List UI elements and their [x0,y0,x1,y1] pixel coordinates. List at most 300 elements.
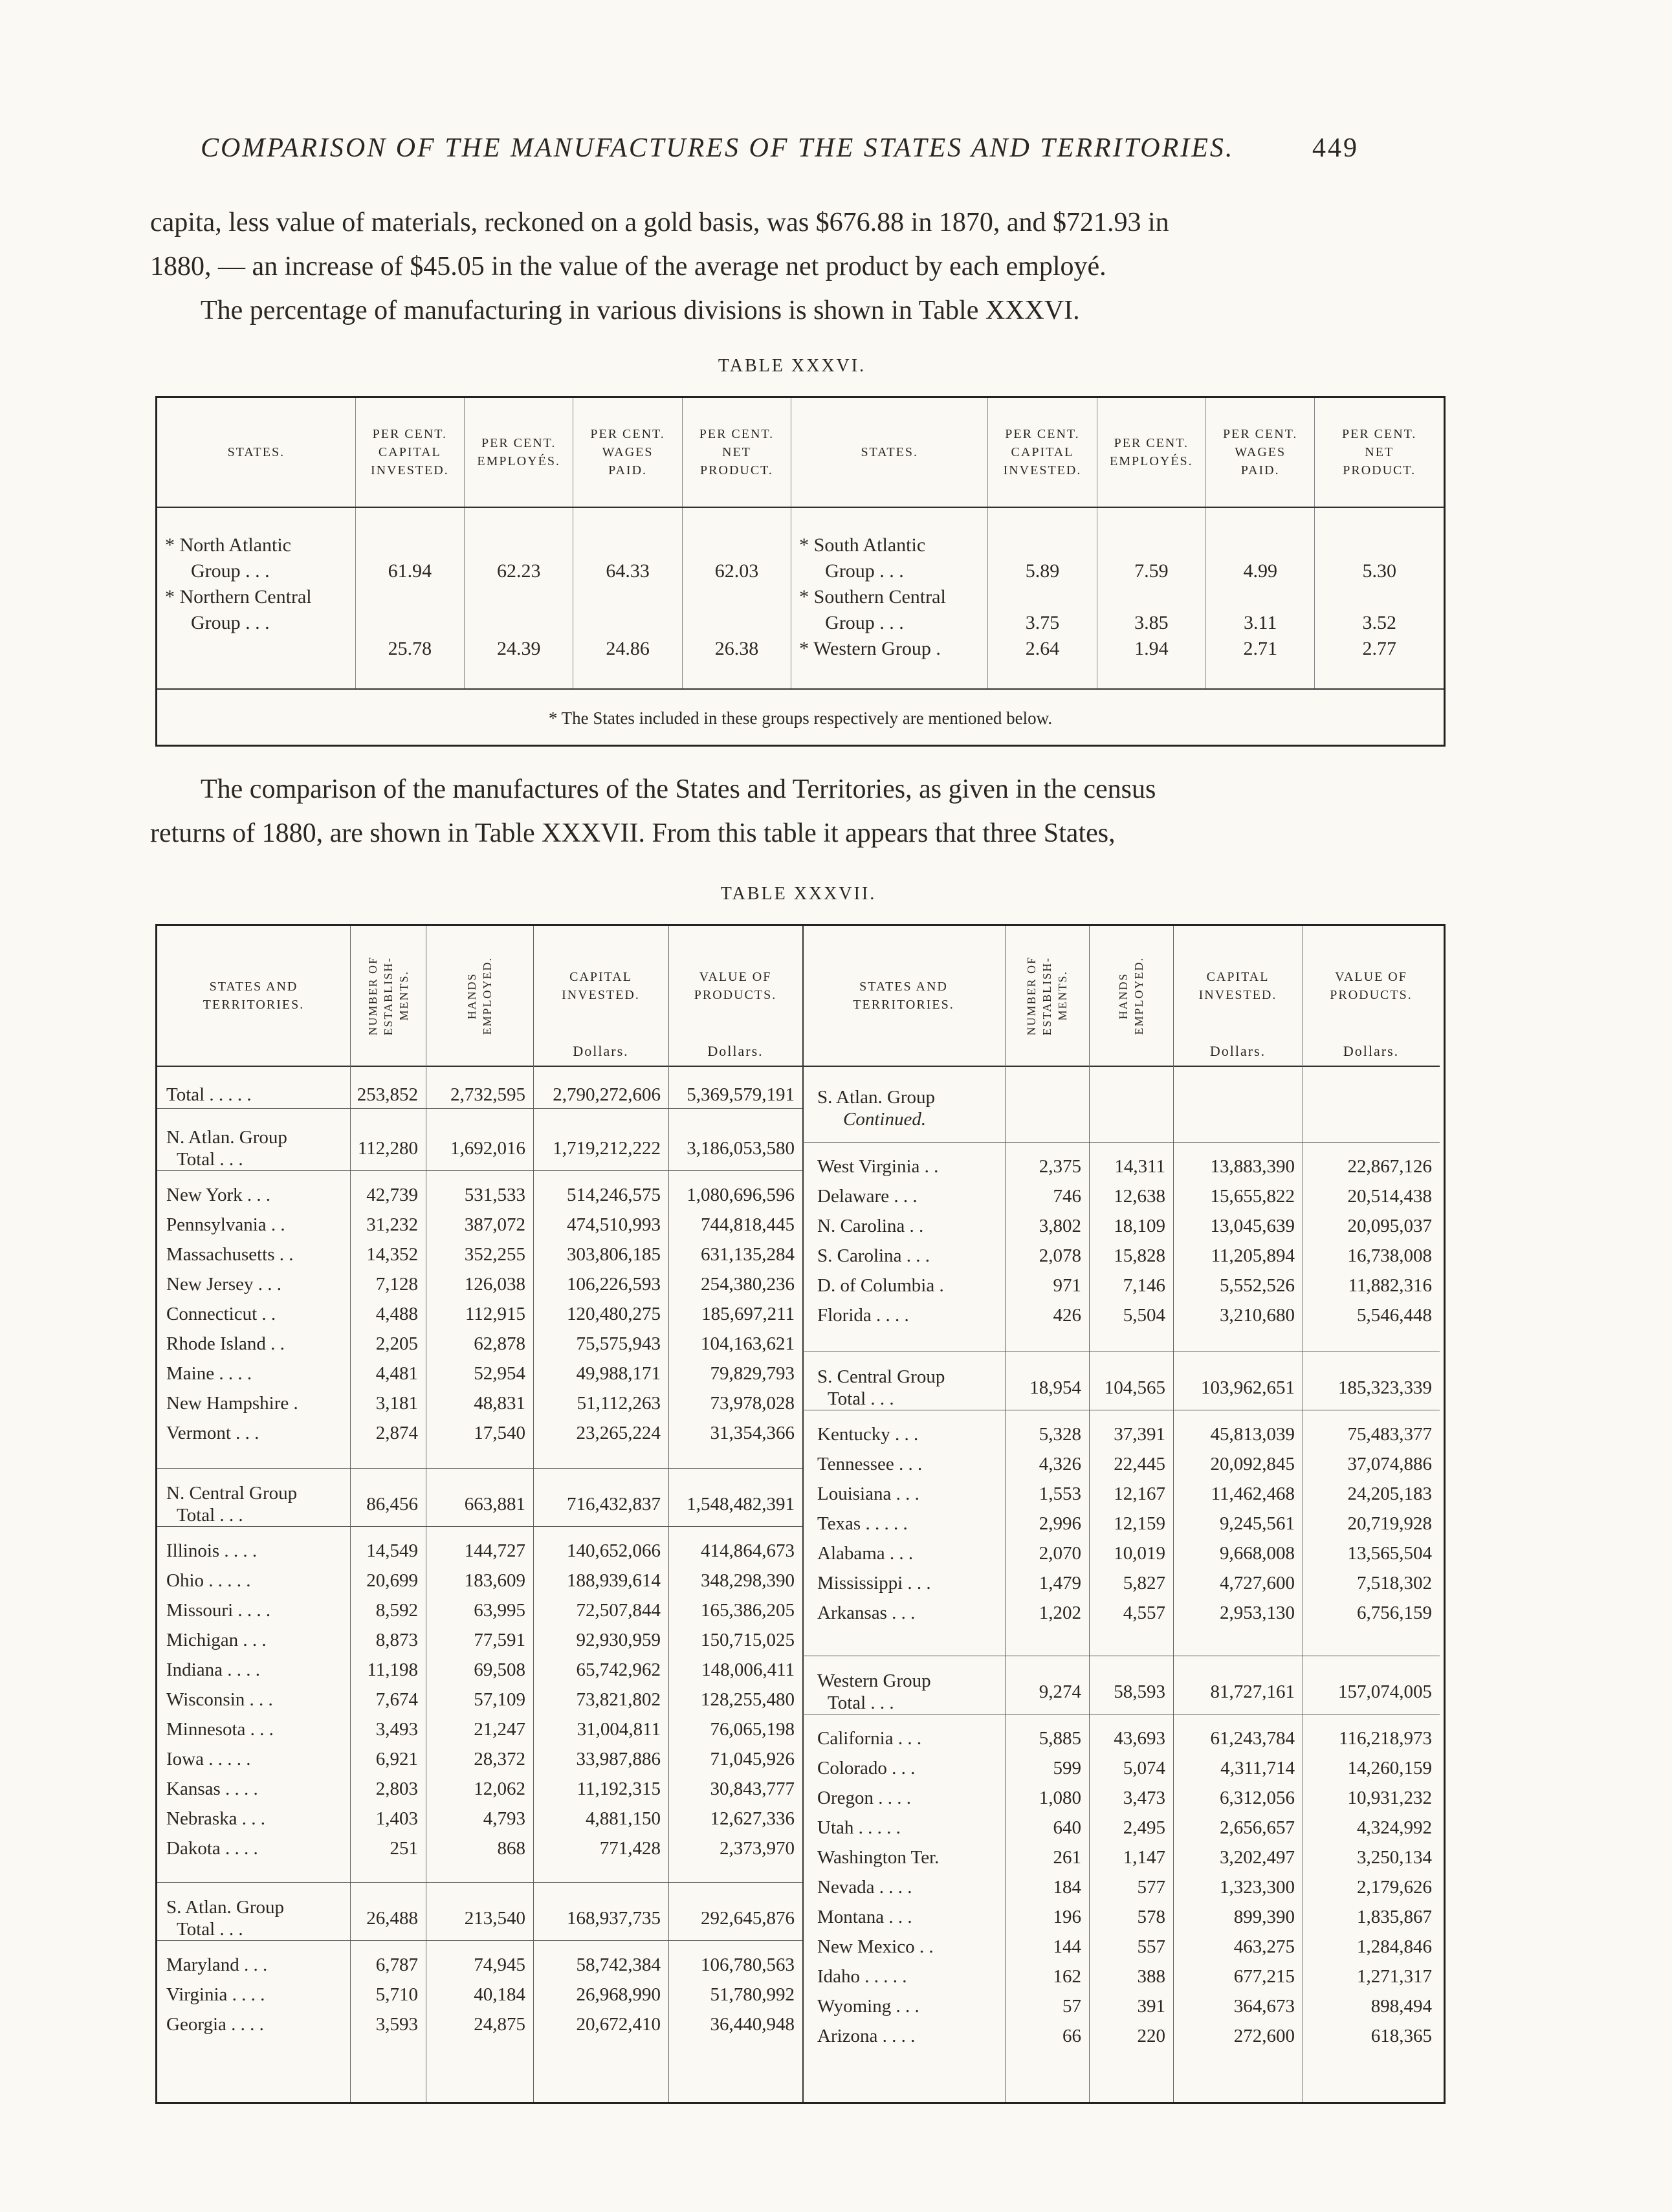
t37-right-row-cell: 81,727,161 [1210,1681,1295,1702]
t37-left-row-cell: 6,787 [375,1955,418,1975]
t37-left-row-name: Indiana . . . . [166,1659,260,1680]
t37-left-row-cell: 2,874 [375,1423,418,1443]
t37-right-row-name: Delaware . . . [817,1186,918,1207]
t37-right-row-name: Idaho . . . . . [817,1966,907,1987]
t37-left-row-cell: 4,881,150 [586,1808,661,1829]
t36-header-employes-right: PER CENT. EMPLOYÉS. [1097,398,1205,507]
t37-right-row-name: Louisiana . . . [817,1484,919,1504]
row-separator [157,1468,802,1469]
t37-left-row-cell: 65,742,962 [576,1659,661,1680]
t37-left-row-cell: 26,968,990 [576,1984,661,2005]
row-separator [157,1940,802,1941]
t37-left-row-cell: 11,198 [367,1659,418,1680]
t37-right-row-cell: 3,210,680 [1220,1305,1295,1326]
t37-left-row-name: Connecticut . . [166,1304,276,1324]
t37-right-row-cell: 184 [1053,1877,1081,1898]
t37-right-row-cell: 1,080 [1039,1788,1081,1808]
t36-header-states: STATES. [157,398,355,507]
t37-right-row-cell: 13,565,504 [1347,1543,1432,1564]
t36-header-capital-right: PER CENT. CAPITAL INVESTED. [988,398,1097,507]
t37-right-row-cell: 20,095,037 [1347,1216,1432,1236]
t37-right-row-cell: 13,045,639 [1210,1216,1295,1236]
t37-right-row-name: S. Atlan. Group Continued. [817,1087,936,1130]
t37-left-row-cell: 1,403 [375,1808,418,1829]
t37-right-row-name: Arizona . . . . [817,2026,916,2046]
t37-right-row-cell: 677,215 [1233,1966,1295,1987]
t37-right-row-cell: 57 [1062,1996,1081,2017]
t37-left-row-name: Maine . . . . [166,1363,252,1384]
t37-left-row-cell: 2,803 [375,1779,418,1799]
t37-right-row-cell: 426 [1053,1305,1081,1326]
t37-right-row-cell: 2,656,657 [1220,1817,1295,1838]
t37-right-row-name: Texas . . . . . [817,1513,908,1534]
t37-left-row-cell: 7,674 [375,1689,418,1710]
t36-right-wages: 4.99 3.11 2.71 [1206,507,1315,689]
t37-left-row-cell: 62,878 [474,1333,525,1354]
t37-right-row-cell: 22,867,126 [1347,1156,1432,1177]
t37-left-row-cell: 531,533 [464,1185,525,1205]
t37-right-row-cell: 898,494 [1370,1996,1432,2017]
row-separator [157,1882,802,1883]
t37-left-row-cell: 3,493 [375,1719,418,1740]
t37-right-row-name: California . . . [817,1728,922,1749]
t37-right-row-name: Mississippi . . . [817,1573,931,1593]
t37-left-row-name: N. Atlan. Group Total . . . [166,1127,287,1170]
t37-left-row-cell: 348,298,390 [701,1570,795,1591]
t37-right-row-cell: 20,092,845 [1210,1454,1295,1474]
t37-header-capital-right: CAPITAL INVESTED. Dollars. [1173,926,1303,1067]
t37-right-row-cell: 2,996 [1039,1513,1081,1534]
t37-left-row-cell: 185,697,211 [701,1304,795,1324]
t37-right-row-cell: 1,553 [1039,1484,1081,1504]
intro-line-2: 1880, — an increase of $45.05 in the value of the average net product by each employé. [150,252,1106,281]
t37-right-row-cell: 20,514,438 [1347,1186,1432,1207]
t37-right-row-cell: 5,328 [1039,1424,1081,1445]
middle-paragraph [150,767,1451,855]
t37-left-row-cell: 1,080,696,596 [687,1185,795,1205]
t37-left-row-name: Michigan . . . [166,1630,267,1650]
t37-right-row-cell: 61,243,784 [1210,1728,1295,1749]
t37-header-capital: CAPITAL INVESTED. Dollars. [533,926,668,1067]
t37-left-row-cell: 14,352 [366,1244,418,1265]
t37-left-row-cell: 148,006,411 [701,1659,795,1680]
t37-right-row-name: Florida . . . . [817,1305,909,1326]
t37-left-row-cell: 28,372 [474,1749,525,1769]
t37-right-row-cell: 6,756,159 [1357,1603,1432,1623]
t37-left-row-cell: 2,732,595 [450,1084,525,1105]
t37-left-row-name: Pennsylvania . . [166,1214,285,1235]
t37-left-row-cell: 72,507,844 [576,1600,661,1621]
t37-left-row-cell: 4,488 [375,1304,418,1324]
t37-right-row-cell: 2,375 [1039,1156,1081,1177]
t36-right-product: 5.30 3.52 2.77 [1315,507,1444,689]
t36-header-product-right: PER CENT. NET PRODUCT. [1315,398,1444,507]
t37-left-row-cell: 21,247 [474,1719,525,1740]
t37-right-row-cell: 11,882,316 [1348,1275,1432,1296]
t37-left-row-name: Total . . . . . [166,1084,252,1105]
t37-right-row-cell: 10,931,232 [1347,1788,1432,1808]
t37-header-establishments: NUMBER OF ESTABLISH- MENTS. [350,926,426,1067]
t37-right-row-cell: 1,147 [1123,1847,1165,1868]
t37-right-row-cell: 1,479 [1039,1573,1081,1593]
t37-right-row-cell: 3,202,497 [1220,1847,1295,1868]
t37-left-row-cell: 128,255,480 [701,1689,795,1710]
t37-left-row-name: Kansas . . . . [166,1779,258,1799]
t37-left-row-name: Wisconsin . . . [166,1689,273,1710]
t37-right-row-cell: 37,074,886 [1347,1454,1432,1474]
t37-left-row-cell: 126,038 [464,1274,525,1295]
t37-left-row-cell: 31,232 [366,1214,418,1235]
t37-right-row-cell: 10,019 [1114,1543,1165,1564]
t37-right-row-cell: 24,205,183 [1347,1484,1432,1504]
page-number: 449 [1312,133,1359,163]
t37-left-row-cell: 63,995 [474,1600,525,1621]
t37-left-row-cell: 303,806,185 [567,1244,661,1265]
t37-left-row-cell: 1,548,482,391 [687,1494,795,1515]
t37-header-states-right: STATES AND TERRITORIES. [802,926,1005,1067]
t37-left-row-name: Rhode Island . . [166,1333,285,1354]
t37-right-row-cell: 1,835,867 [1357,1907,1432,1927]
t37-left-row-cell: 1,719,212,222 [553,1138,661,1159]
t37-right-row-cell: 37,391 [1114,1424,1165,1445]
t37-right-row-cell: 144 [1053,1936,1081,1957]
t37-left-row-cell: 12,627,336 [710,1808,795,1829]
t37-right-row-cell: 157,074,005 [1338,1681,1432,1702]
t37-left-row-cell: 168,937,735 [567,1908,661,1929]
t37-right-row-name: Colorado . . . [817,1758,916,1779]
t37-header-products: VALUE OF PRODUCTS. Dollars. [668,926,802,1067]
middle-line-2: returns of 1880, are shown in Table XXXVII. From this table it appears that three States, [150,818,1116,848]
t36-left-product: 62.03 26.38 [682,507,791,689]
t37-right-row-cell: 5,546,448 [1357,1305,1432,1326]
t37-left-row-cell: 17,540 [474,1423,525,1443]
t37-left-row-cell: 3,186,053,580 [687,1138,795,1159]
t37-right-row-cell: 18,954 [1029,1377,1081,1398]
row-separator [157,1108,802,1109]
t37-left-row-name: New Jersey . . . [166,1274,281,1295]
t37-right-row-cell: 5,074 [1123,1758,1165,1779]
t37-right-row-name: Arkansas . . . [817,1603,916,1623]
t37-right-row-cell: 3,250,134 [1357,1847,1432,1868]
t37-right-row-cell: 12,159 [1114,1513,1165,1534]
t37-left-row-name: New York . . . [166,1185,271,1205]
t37-right-row-cell: 75,483,377 [1347,1424,1432,1445]
t37-right-row-cell: 6,312,056 [1220,1788,1295,1808]
t37-right-row-cell: 4,311,714 [1220,1758,1295,1779]
t37-left-row-cell: 112,280 [357,1138,418,1159]
intro-line-3: The percentage of manufacturing in various divisions is shown in Table XXXVI. [201,296,1080,325]
t37-right-row-cell: 1,284,846 [1357,1936,1432,1957]
t37-right-row-cell: 5,504 [1123,1305,1165,1326]
t37-left-row-cell: 20,699 [366,1570,418,1591]
t37-right-row-cell: 20,719,928 [1347,1513,1432,1534]
t37-left-row-cell: 51,112,263 [577,1393,661,1414]
t37-left-row-cell: 49,988,171 [576,1363,661,1384]
t37-right-row-cell: 7,146 [1123,1275,1165,1296]
t37-header-hands: HANDS EMPLOYED. [426,926,533,1067]
t37-right-row-cell: 22,445 [1114,1454,1165,1474]
t37-right-row-cell: 5,552,526 [1220,1275,1295,1296]
t37-left-row-name: Maryland . . . [166,1955,268,1975]
t37-right-row-name: Western Group Total . . . [817,1670,931,1713]
t36-left-states: * North Atlantic Group . . . * Northern Central Group . . . [165,534,312,633]
t37-left-row-cell: 73,978,028 [710,1393,795,1414]
t37-left-row-cell: 6,921 [375,1749,418,1769]
t37-left-row-name: Georgia . . . . [166,2014,264,2035]
t37-right-row-name: Wyoming . . . [817,1996,919,2017]
t37-right-row-cell: 3,473 [1123,1788,1165,1808]
t37-right-row-cell: 104,565 [1104,1377,1165,1398]
t37-left-row-cell: 106,226,593 [567,1274,661,1295]
t37-right-row-cell: 9,668,008 [1220,1543,1295,1564]
t37-header-states: STATES AND TERRITORIES. [157,926,350,1067]
t37-right-row-cell: 971 [1053,1275,1081,1296]
t37-right-row-cell: 9,274 [1039,1681,1081,1702]
t37-right-row-cell: 5,885 [1039,1728,1081,1749]
t37-left-row-cell: 42,739 [366,1185,418,1205]
t37-left-row-cell: 8,592 [375,1600,418,1621]
row-separator [802,1142,1440,1143]
t37-left-row-cell: 771,428 [599,1838,661,1859]
t37-right-row-cell: 578 [1137,1907,1165,1927]
t37-left-row-cell: 868 [497,1838,525,1859]
t37-header-products-right: VALUE OF PRODUCTS. Dollars. [1303,926,1440,1067]
t37-left-row-cell: 144,727 [464,1540,525,1561]
t37-right-row-cell: 4,326 [1039,1454,1081,1474]
page-title: COMPARISON OF THE MANUFACTURES OF THE STATES AND TERRITORIES. [201,133,1235,163]
t36-right-employes: 7.59 3.85 1.94 [1097,507,1205,689]
table-36-caption: TABLE XXXVI. [718,356,866,376]
t37-right-row-cell: 2,078 [1039,1245,1081,1266]
t37-left-row-cell: 631,135,284 [701,1244,795,1265]
t37-left-row-cell: 11,192,315 [577,1779,661,1799]
t37-right-row-name: West Virginia . . [817,1156,939,1177]
t37-right-row-name: New Mexico . . [817,1936,934,1957]
t36-footnote: * The States included in these groups respectively are mentioned below. [157,689,1444,747]
row-separator [157,1526,802,1527]
t37-right-row-cell: 15,655,822 [1210,1186,1295,1207]
t37-right-row-cell: 58,593 [1114,1681,1165,1702]
t37-left-row-cell: 4,481 [375,1363,418,1384]
t37-right-row-cell: 11,462,468 [1211,1484,1295,1504]
t37-right-row-cell: 196 [1053,1907,1081,1927]
t37-right-row-cell: 577 [1137,1877,1165,1898]
t36-header-wages-right: PER CENT. WAGES PAID. [1206,398,1315,507]
t37-left-row-cell: 26,488 [366,1908,418,1929]
t37-left-row-name: Missouri . . . . [166,1600,271,1621]
t37-left-row-cell: 120,480,275 [567,1304,661,1324]
t37-left-row-cell: 52,954 [474,1363,525,1384]
t36-right-capital: 5.89 3.75 2.64 [988,507,1097,689]
t37-right-row-cell: 4,727,600 [1220,1573,1295,1593]
t37-left-row-name: S. Atlan. Group Total . . . [166,1897,285,1940]
t37-left-row-cell: 112,915 [465,1304,525,1324]
t37-right-row-name: Utah . . . . . [817,1817,901,1838]
t37-left-row-cell: 31,004,811 [577,1719,661,1740]
t37-right-row-name: Washington Ter. [817,1847,940,1868]
t37-right-row-name: Montana . . . [817,1907,912,1927]
t37-right-row-name: Alabama . . . [817,1543,914,1564]
running-head [201,133,1359,171]
t37-right-row-cell: 185,323,339 [1338,1377,1432,1398]
t37-left-row-cell: 86,456 [366,1494,418,1515]
t37-right-row-cell: 11,205,894 [1211,1245,1295,1266]
t37-left-row-cell: 77,591 [474,1630,525,1650]
t37-left-row-cell: 352,255 [464,1244,525,1265]
t37-right-row-cell: 14,260,159 [1347,1758,1432,1779]
t37-right-row-cell: 2,953,130 [1220,1603,1295,1623]
t37-left-row-cell: 3,181 [375,1393,418,1414]
table-36 [155,396,1446,747]
t37-right-row-name: Tennessee . . . [817,1454,923,1474]
t37-left-row-cell: 31,354,366 [710,1423,795,1443]
intro-paragraph [150,201,1451,333]
t37-left-row-cell: 57,109 [474,1689,525,1710]
t37-right-row-cell: 18,109 [1114,1216,1165,1236]
t37-right-row-cell: 463,275 [1233,1936,1295,1957]
table-37 [155,924,1446,2104]
t37-left-row-cell: 14,549 [366,1540,418,1561]
t37-left-row-cell: 36,440,948 [710,2014,795,2035]
intro-line-1: capita, less value of materials, reckoned on a gold basis, was $676.88 in 1870, and $721.93 in [150,208,1169,237]
t37-left-row-cell: 165,386,205 [701,1600,795,1621]
t37-header-hands-right: HANDS EMPLOYED. [1089,926,1173,1067]
t37-left-row-cell: 292,645,876 [701,1908,795,1929]
t37-right-row-cell: 12,167 [1114,1484,1165,1504]
t37-right-row-cell: 5,827 [1123,1573,1165,1593]
t37-right-row-cell: 14,311 [1114,1156,1165,1177]
t37-right-row-cell: 15,828 [1114,1245,1165,1266]
t37-left-row-cell: 514,246,575 [567,1185,661,1205]
t36-left-capital: 61.94 25.78 [355,507,464,689]
t36-right-states: * South Atlantic Group . . . * Southern Central Group . . . * Western Group . [791,507,988,689]
t37-right-row-name: N. Carolina . . [817,1216,924,1236]
t37-right-row-cell: 9,245,561 [1220,1513,1295,1534]
t37-right-row-cell: 618,365 [1370,2026,1432,2046]
t37-left-row-cell: 40,184 [474,1984,525,2005]
t37-right-row-cell: 2,070 [1039,1543,1081,1564]
t37-left-row-name: Ohio . . . . . [166,1570,251,1591]
t37-left-row-cell: 2,790,272,606 [553,1084,661,1105]
t37-left-row-cell: 474,510,993 [567,1214,661,1235]
t37-right-row-cell: 2,179,626 [1357,1877,1432,1898]
t37-left-row-cell: 387,072 [464,1214,525,1235]
t37-left-row-cell: 79,829,793 [710,1363,795,1384]
middle-line-1: The comparison of the manufactures of the States and Territories, as given in the census [201,774,1156,804]
t37-left-row-name: Virginia . . . . [166,1984,265,2005]
t37-left-row-cell: 74,945 [474,1955,525,1975]
t37-right-row-cell: 220 [1137,2026,1165,2046]
t37-left-row-cell: 1,692,016 [450,1138,525,1159]
t37-left-row-cell: 76,065,198 [710,1719,795,1740]
t37-left-row-cell: 2,373,970 [720,1838,795,1859]
t37-left-row-cell: 5,710 [375,1984,418,2005]
t37-right-row-name: Oregon . . . . [817,1788,911,1808]
t37-left-row-cell: 75,575,943 [576,1333,661,1354]
t37-right-row-cell: 7,518,302 [1357,1573,1432,1593]
t37-right-row-cell: 162 [1053,1966,1081,1987]
t36-left-employes: 62.23 24.39 [465,507,573,689]
t36-header-wages: PER CENT. WAGES PAID. [573,398,682,507]
t37-left-row-name: Massachusetts . . [166,1244,294,1265]
t37-left-row-name: Iowa . . . . . [166,1749,251,1769]
t37-left-row-cell: 716,432,837 [567,1494,661,1515]
t37-left-row-name: Nebraska . . . [166,1808,266,1829]
t37-right-row-name: D. of Columbia . [817,1275,944,1296]
t37-left-row-cell: 20,672,410 [576,2014,661,2035]
t37-left-row-name: Illinois . . . . [166,1540,258,1561]
t37-left-row-cell: 663,881 [464,1494,525,1515]
t37-left-row-cell: 188,939,614 [567,1570,661,1591]
t37-right-row-cell: 45,813,039 [1210,1424,1295,1445]
t37-left-row-cell: 69,508 [474,1659,525,1680]
t37-left-row-cell: 150,715,025 [701,1630,795,1650]
t37-right-row-cell: 557 [1137,1936,1165,1957]
t37-right-row-cell: 1,323,300 [1220,1877,1295,1898]
row-separator [157,1170,802,1171]
t37-left-row-cell: 48,831 [474,1393,525,1414]
t37-right-row-cell: 2,495 [1123,1817,1165,1838]
t37-right-row-cell: 103,962,651 [1201,1377,1295,1398]
t37-right-row-cell: 391 [1137,1996,1165,2017]
t36-header-employes: PER CENT. EMPLOYÉS. [465,398,573,507]
t37-left-row-cell: 58,742,384 [576,1955,661,1975]
t37-right-row-cell: 899,390 [1233,1907,1295,1927]
t37-left-row-cell: 213,540 [464,1908,525,1929]
t37-left-row-cell: 23,265,224 [576,1423,661,1443]
t37-left-row-cell: 71,045,926 [710,1749,795,1769]
t36-header-capital: PER CENT. CAPITAL INVESTED. [355,398,464,507]
t37-right-row-cell: 1,202 [1039,1603,1081,1623]
t37-right-row-cell: 364,673 [1233,1996,1295,2017]
t37-right-row-cell: 3,802 [1039,1216,1081,1236]
t37-left-row-cell: 2,205 [375,1333,418,1354]
t37-left-row-cell: 3,593 [375,2014,418,2035]
t37-left-row-name: Dakota . . . . [166,1838,258,1859]
t37-left-row-cell: 253,852 [357,1084,418,1105]
t37-left-row-name: Minnesota . . . [166,1719,274,1740]
t37-right-row-cell: 116,218,973 [1339,1728,1432,1749]
t37-right-row-name: S. Carolina . . . [817,1245,930,1266]
t37-left-row-name: N. Central Group Total . . . [166,1483,298,1526]
t37-left-row-cell: 414,864,673 [701,1540,795,1561]
t37-right-row-cell: 388 [1137,1966,1165,1987]
t37-header-establishments-right: NUMBER OF ESTABLISH- MENTS. [1005,926,1089,1067]
t36-header-states-right: STATES. [791,398,988,507]
t37-right-row-cell: 4,557 [1123,1603,1165,1623]
t37-left-row-cell: 254,380,236 [701,1274,795,1295]
t37-right-row-name: Nevada . . . . [817,1877,912,1898]
t37-left-row-name: New Hampshire . [166,1393,298,1414]
t37-right-row-cell: 12,638 [1114,1186,1165,1207]
t37-right-row-cell: 66 [1062,2026,1081,2046]
t37-right-row-cell: 261 [1053,1847,1081,1868]
t37-right-row-cell: 640 [1053,1817,1081,1838]
t37-left-row-cell: 4,793 [483,1808,525,1829]
t37-right-row-name: Kentucky . . . [817,1424,919,1445]
t37-left-row-cell: 5,369,579,191 [687,1084,795,1105]
t37-left-row-cell: 12,062 [474,1779,525,1799]
t37-left-row-cell: 140,652,066 [567,1540,661,1561]
t37-left-row-cell: 73,821,802 [576,1689,661,1710]
t37-right-row-cell: 1,271,317 [1357,1966,1432,1987]
t37-left-row-cell: 183,609 [464,1570,525,1591]
t37-left-row-cell: 33,987,886 [576,1749,661,1769]
t37-right-row-cell: 16,738,008 [1347,1245,1432,1266]
t37-right-row-cell: 4,324,992 [1357,1817,1432,1838]
t37-left-row-cell: 251 [390,1838,418,1859]
t37-left-row-name: Vermont . . . [166,1423,259,1443]
